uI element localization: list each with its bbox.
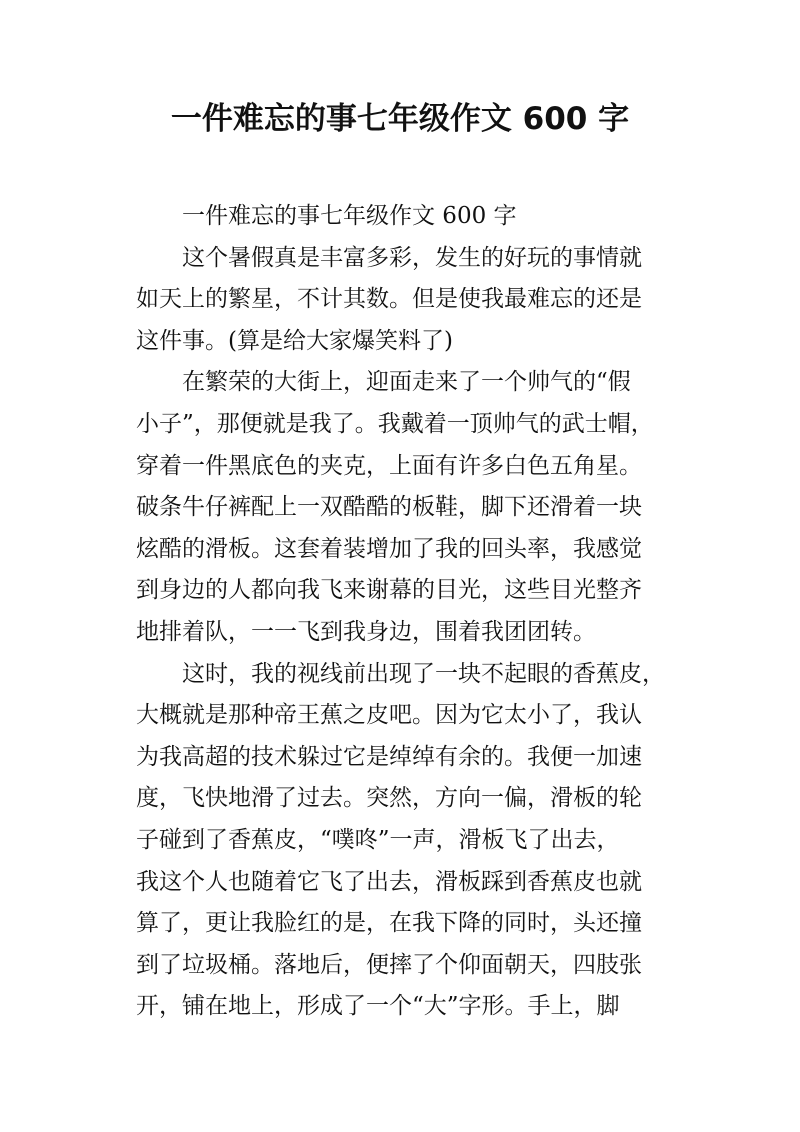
text-line: 算了，更让我脸红的是，在我下降的同时，头还撞 — [136, 910, 642, 937]
text-line: 在繁荣的大街上，迎面走来了一个帅气的“假 — [182, 369, 631, 396]
text-line: 一件难忘的事七年级作文 600 字 — [182, 203, 517, 229]
text-line: 穿着一件黑底色的夹克，上面有许多白色五角星。 — [136, 452, 642, 479]
text-line: 到了垃圾桶。落地后，便摔了个仰面朝天，四肢张 — [136, 951, 642, 978]
document-body — [136, 196, 676, 1028]
text-line: 炫酷的滑板。这套着装增加了我的回头率，我感觉 — [136, 535, 642, 562]
text-line: 子碰到了香蕉皮，“噗咚”一声，滑板飞了出去， — [136, 826, 620, 853]
text-line: 度，飞快地滑了过去。突然，方向一偏，滑板的轮 — [136, 785, 642, 812]
document-title: 一件难忘的事七年级作文 600 字 — [170, 101, 630, 137]
text-line: 开，铺在地上，形成了一个“大”字形。手上，脚 — [136, 993, 620, 1020]
text-line: 破条牛仔裤配上一双酷酷的板鞋，脚下还滑着一块 — [136, 494, 642, 521]
text-line: 到身边的人都向我飞来谢幕的目光，这些目光整齐 — [136, 577, 642, 604]
text-line: 我这个人也随着它飞了出去，滑板踩到香蕉皮也就 — [136, 868, 642, 895]
text-line: 地排着队，一一飞到我身边，围着我团团转。 — [136, 618, 596, 645]
text-line: 这时，我的视线前出现了一块不起眼的香蕉皮， — [182, 660, 665, 687]
text-line: 小子”，那便就是我了。我戴着一顶帅气的武士帽， — [136, 410, 654, 437]
text-line: 这件事。(算是给大家爆笑料了) — [136, 327, 453, 354]
text-line: 为我高超的技术躲过它是绰绰有余的。我便一加速 — [136, 743, 642, 770]
text-line: 这个暑假真是丰富多彩，发生的好玩的事情就 — [182, 244, 642, 271]
text-line: 大概就是那种帝王蕉之皮吧。因为它太小了，我认 — [136, 702, 642, 729]
text-line: 如天上的繁星，不计其数。但是使我最难忘的还是 — [136, 286, 642, 313]
